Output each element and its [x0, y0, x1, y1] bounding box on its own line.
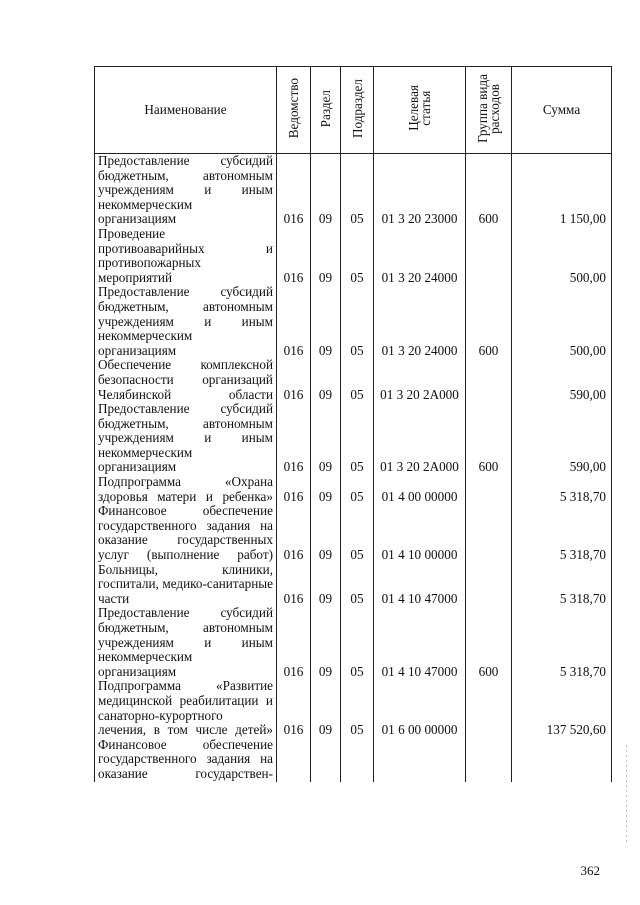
- row-expense-group: 600: [466, 606, 512, 679]
- row-section: 09: [311, 227, 341, 285]
- row-expense-group: [466, 738, 512, 782]
- table-row: [95, 285, 612, 358]
- header-section: Раздел: [311, 67, 341, 154]
- row-section: 09: [311, 563, 341, 607]
- row-expense-group: [466, 679, 512, 737]
- row-target-article: 01 3 20 23000: [374, 154, 466, 227]
- row-expense-group: 600: [466, 154, 512, 227]
- table-row: [95, 679, 612, 737]
- row-section: 09: [311, 285, 341, 358]
- row-target-article: 01 4 10 47000: [374, 606, 466, 679]
- row-name: Подпрограмма «Развитие медицинской реабилитации и санаторно-курортного лечения, в том числе детей»: [95, 679, 277, 737]
- row-target-article: 01 4 10 00000: [374, 504, 466, 562]
- page-number: 362: [580, 863, 600, 878]
- row-name: Финансовое обеспечение государственного задания на оказание государствен-: [95, 738, 277, 782]
- row-department: 016: [277, 679, 311, 737]
- table-row: [95, 475, 612, 504]
- row-sum: 137 520,60: [512, 679, 612, 737]
- row-name: Обеспечение комплексной безопасности организаций Челябинской области: [95, 358, 277, 402]
- row-section: 09: [311, 679, 341, 737]
- row-name: Предоставление субсидий бюджетным, автономным учреждениям и иным некоммерческим организациям: [95, 402, 277, 475]
- row-sum: 500,00: [512, 227, 612, 285]
- header-department: Ведомство: [277, 67, 311, 154]
- row-target-article: [374, 738, 466, 782]
- budget-table: [94, 66, 612, 782]
- row-target-article: 01 3 20 24000: [374, 227, 466, 285]
- table-row: [95, 227, 612, 285]
- row-expense-group: [466, 227, 512, 285]
- row-section: 09: [311, 402, 341, 475]
- row-section: [311, 738, 341, 782]
- table-header-row: [95, 67, 612, 154]
- row-department: 016: [277, 358, 311, 402]
- row-sum: 590,00: [512, 402, 612, 475]
- row-name: Больницы, клиники, госпитали, медико-санитарные части: [95, 563, 277, 607]
- row-department: [277, 738, 311, 782]
- row-subsection: 05: [341, 285, 374, 358]
- row-sum: [512, 738, 612, 782]
- row-name: Предоставление субсидий бюджетным, автономным учреждениям и иным некоммерческим организациям: [95, 606, 277, 679]
- row-sum: 500,00: [512, 285, 612, 358]
- row-subsection: 05: [341, 606, 374, 679]
- row-target-article: 01 3 20 2А000: [374, 402, 466, 475]
- row-expense-group: [466, 504, 512, 562]
- header-sum: Сумма: [512, 67, 612, 154]
- table-row: [95, 563, 612, 607]
- row-target-article: 01 4 10 47000: [374, 563, 466, 607]
- table-row: [95, 358, 612, 402]
- header-name: Наименование: [95, 67, 277, 154]
- header-target-article: Целевая статья: [374, 67, 466, 154]
- row-subsection: 05: [341, 154, 374, 227]
- row-sum: 5 318,70: [512, 606, 612, 679]
- row-subsection: 05: [341, 358, 374, 402]
- row-target-article: 01 4 00 00000: [374, 475, 466, 504]
- row-department: 016: [277, 154, 311, 227]
- row-expense-group: [466, 358, 512, 402]
- row-department: 016: [277, 606, 311, 679]
- row-subsection: [341, 738, 374, 782]
- row-section: 09: [311, 504, 341, 562]
- row-section: 09: [311, 606, 341, 679]
- row-department: 016: [277, 285, 311, 358]
- row-department: 016: [277, 402, 311, 475]
- row-section: 09: [311, 154, 341, 227]
- row-department: 016: [277, 504, 311, 562]
- row-name: Подпрограмма «Охрана здоровья матери и ребенка»: [95, 475, 277, 504]
- table-row: [95, 154, 612, 227]
- row-target-article: 01 6 00 00000: [374, 679, 466, 737]
- row-expense-group: [466, 563, 512, 607]
- row-name: Предоставление субсидий бюджетным, автономным учреждениям и иным некоммерческим организациям: [95, 154, 277, 227]
- row-sum: 5 318,70: [512, 563, 612, 607]
- row-name: Проведение противоаварийных и противопожарных мероприятий: [95, 227, 277, 285]
- header-expense-group: Группа вида расходов: [466, 67, 512, 154]
- row-sum: 5 318,70: [512, 475, 612, 504]
- row-name: Финансовое обеспечение государственного задания на оказание государственных услуг (выполнение работ): [95, 504, 277, 562]
- row-department: 016: [277, 227, 311, 285]
- row-subsection: 05: [341, 402, 374, 475]
- row-name: Предоставление субсидий бюджетным, автономным учреждениям и иным некоммерческим организациям: [95, 285, 277, 358]
- row-expense-group: [466, 475, 512, 504]
- header-subsection: Подраздел: [341, 67, 374, 154]
- scan-edge-artifact: [626, 745, 627, 845]
- row-section: 09: [311, 475, 341, 504]
- row-department: 016: [277, 475, 311, 504]
- table-row: [95, 504, 612, 562]
- row-department: 016: [277, 563, 311, 607]
- row-sum: 1 150,00: [512, 154, 612, 227]
- table-row: [95, 402, 612, 475]
- row-subsection: 05: [341, 475, 374, 504]
- row-target-article: 01 3 20 24000: [374, 285, 466, 358]
- row-subsection: 05: [341, 679, 374, 737]
- row-sum: 5 318,70: [512, 504, 612, 562]
- row-subsection: 05: [341, 504, 374, 562]
- row-subsection: 05: [341, 563, 374, 607]
- table-row: [95, 606, 612, 679]
- row-expense-group: 600: [466, 402, 512, 475]
- row-subsection: 05: [341, 227, 374, 285]
- row-expense-group: 600: [466, 285, 512, 358]
- row-target-article: 01 3 20 2А000: [374, 358, 466, 402]
- table-row: [95, 738, 612, 782]
- row-sum: 590,00: [512, 358, 612, 402]
- row-section: 09: [311, 358, 341, 402]
